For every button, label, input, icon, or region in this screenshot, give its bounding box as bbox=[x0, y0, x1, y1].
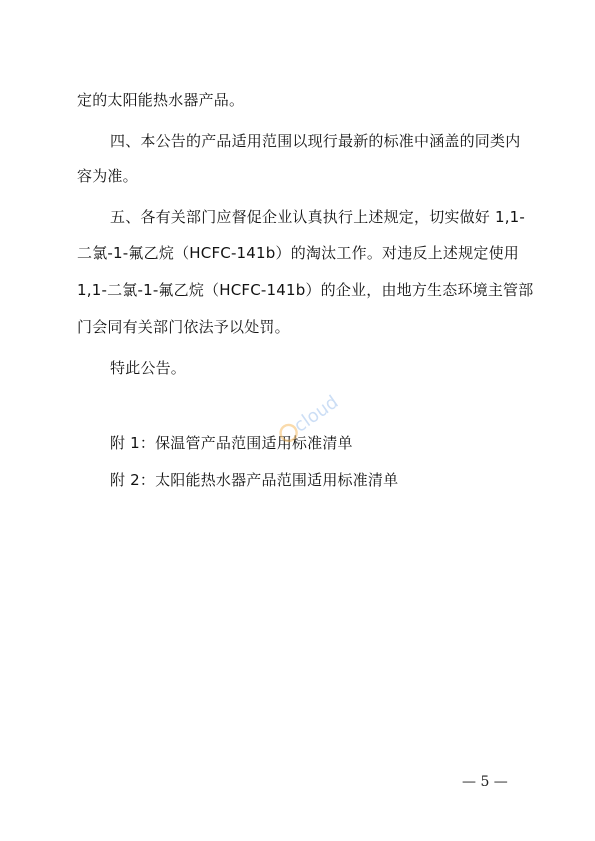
paragraph-line-3: 容为准。 bbox=[77, 167, 138, 185]
paragraph-line-1: 定的太阳能热水器产品。 bbox=[77, 91, 245, 109]
paragraph-line-6: 1,1-二氯-1-氟乙烷（HCFC-141b）的企业，由地方生态环境主管部 bbox=[77, 281, 534, 299]
attachment-2: 附 2：太阳能热水器产品范围适用标准清单 bbox=[110, 471, 399, 489]
watermark-text: cloud bbox=[290, 391, 343, 437]
paragraph-line-4: 五、各有关部门应督促企业认真执行上述规定，切实做好 1,1- bbox=[110, 208, 526, 226]
paragraph-line-2: 四、本公告的产品适用范围以现行最新的标准中涵盖的同类内 bbox=[110, 132, 521, 150]
attachment-1: 附 1：保温管产品范围适用标准清单 bbox=[110, 434, 353, 452]
closing-line: 特此公告。 bbox=[110, 359, 187, 377]
paragraph-line-5: 二氯-1-氟乙烷（HCFC-141b）的淘汰工作。对违反上述规定使用 bbox=[77, 244, 519, 262]
paragraph-line-7: 门会同有关部门依法予以处罚。 bbox=[77, 318, 290, 336]
page-number: — 5 — bbox=[462, 774, 508, 790]
